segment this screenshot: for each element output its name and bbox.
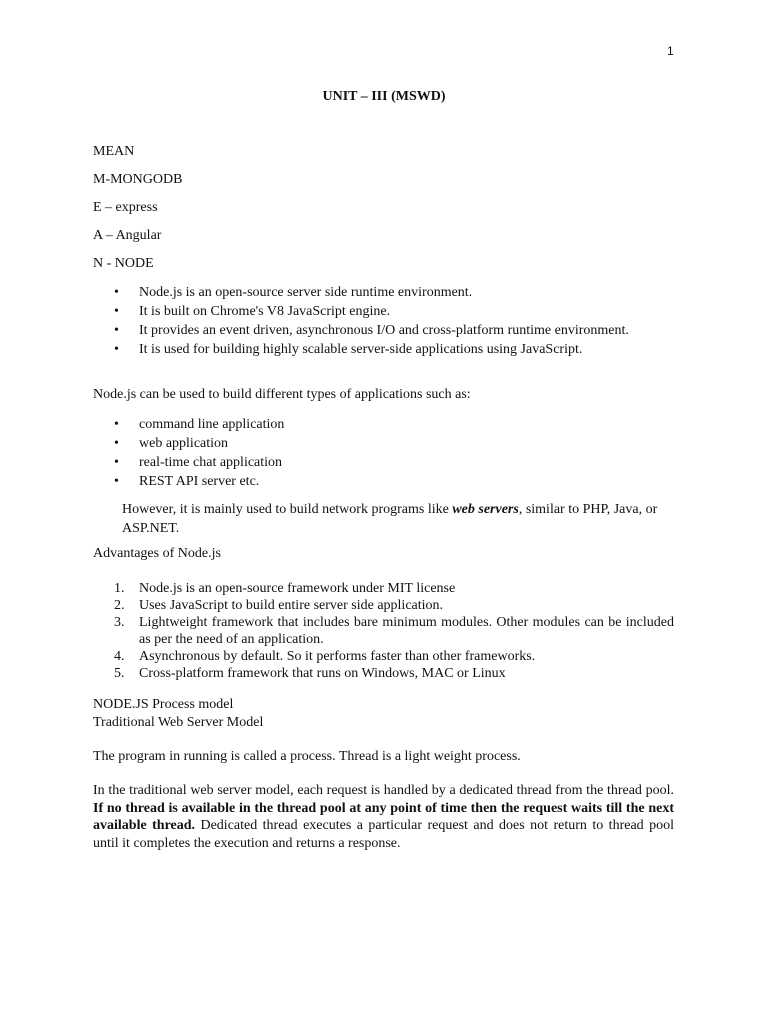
bullet-icon: • [114, 285, 119, 300]
list-item: • REST API server etc. [114, 474, 260, 489]
list-item: • It is built on Chrome's V8 JavaScript engine. [114, 304, 391, 319]
apps-intro: Node.js can be used to build different types of applications such as: [93, 387, 471, 402]
bullet-icon: • [114, 304, 119, 319]
traditional-model-heading: Traditional Web Server Model [93, 715, 264, 730]
list-item: • command line application [114, 417, 285, 432]
list-item: • It provides an event driven, asynchronous I/O and cross-platform runtime environment. [114, 323, 629, 338]
advantages-list [114, 580, 674, 682]
list-item: 3. Lightweight framework that includes bare minimum modules. Other modules can be included as per the need of an application. [114, 615, 674, 647]
list-item: 4. Asynchronous by default. So it performs faster than other frameworks. [114, 649, 536, 664]
process-definition: The program in running is called a process. Thread is a light weight process. [93, 749, 521, 764]
mean-line-m: M-MONGODB [93, 172, 183, 187]
list-item: 2. Uses JavaScript to build entire server side application. [114, 598, 444, 613]
app-types-list [114, 415, 674, 491]
bullet-icon: • [114, 342, 119, 357]
list-item: • web application [114, 436, 229, 451]
list-item: • It is used for building highly scalable server-side applications using JavaScript. [114, 342, 583, 357]
however-paragraph: However, it is mainly used to build network programs like web servers, similar to PHP, Java, or ASP.NET. [122, 502, 658, 536]
list-item: 1. Node.js is an open-source framework under MIT license [114, 581, 456, 596]
list-item: • real-time chat application [114, 455, 283, 470]
bullet-icon: • [114, 455, 119, 470]
bold-sentence: If no thread is available in the thread pool at any point of time then the request waits till the next available thread. [93, 800, 674, 833]
mean-line-n: N - NODE [93, 256, 154, 271]
list-item: 5. Cross-platform framework that runs on Windows, MAC or Linux [114, 666, 506, 681]
list-item: • Node.js is an open-source server side runtime environment. [114, 285, 473, 300]
advantages-heading: Advantages of Node.js [93, 546, 221, 561]
process-model-heading: NODE.JS Process model [93, 697, 234, 712]
mean-line-a: A – Angular [93, 228, 162, 243]
bullet-icon: • [114, 417, 119, 432]
traditional-paragraph: In the traditional web server model, each request is handled by a dedicated thread from the thread pool. If no thread is available in the thread pool at any point of time then the request waits till the next available thread. Dedicated thread executes a particular request and does not return to thread pool until it completes the execution and returns a response. [93, 783, 674, 851]
node-bullet-list [114, 283, 674, 359]
page-number: 1 [667, 44, 674, 58]
mean-heading: MEAN [93, 144, 135, 159]
page-title: UNIT – III (MSWD) [322, 89, 446, 104]
bullet-icon: • [114, 474, 119, 489]
web-servers-emphasis: web servers [452, 502, 519, 517]
bullet-icon: • [114, 323, 119, 338]
mean-line-e: E – express [93, 200, 158, 215]
bullet-icon: • [114, 436, 119, 451]
